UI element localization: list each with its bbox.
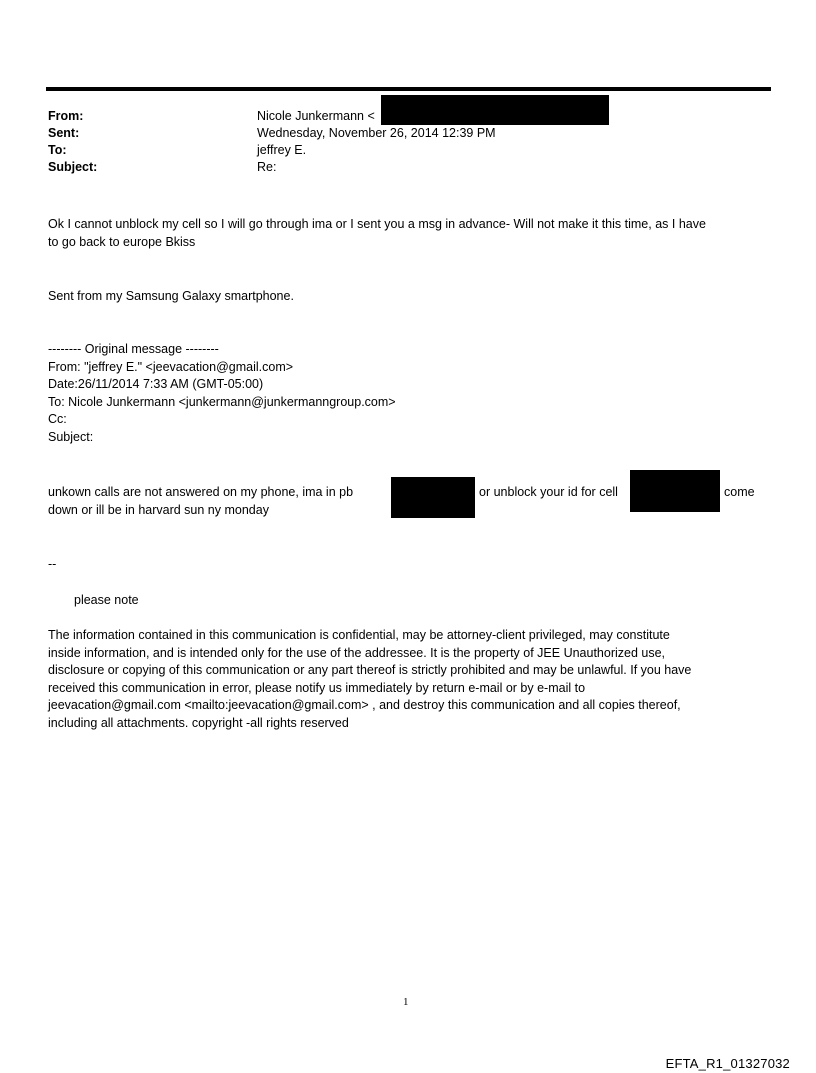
original-message-header (48, 341, 768, 446)
to-value: jeffrey E. (257, 143, 307, 157)
redaction-box (381, 95, 609, 125)
disclaimer-line: disclosure or copying of this communication or any part thereof is strictly prohibited and may be unlawful. If you have (48, 663, 692, 677)
from-value: Nicole Junkermann < (257, 109, 375, 123)
subject-label: Subject: (48, 160, 98, 174)
signature-dashes: -- (48, 557, 57, 571)
original-to: To: Nicole Junkermann <junkermann@junkermanngroup.com> (48, 394, 396, 409)
please-note: please note (74, 593, 139, 607)
sent-value: Wednesday, November 26, 2014 12:39 PM (257, 126, 496, 140)
header-rule (46, 87, 771, 91)
subject-value: Re: (257, 160, 277, 174)
disclaimer-line: The information contained in this communication is confidential, may be attorney-client privileged, may constitute (48, 628, 670, 642)
disclaimer-line: inside information, and is intended only for the use of the addressee. It is the property of JEE Unauthorized use, (48, 645, 666, 660)
page-number: 1 (403, 996, 409, 1008)
original-separator: -------- Original message -------- (48, 342, 219, 356)
redaction-box (391, 477, 475, 518)
reply-line: Ok I cannot unblock my cell so I will go through ima or I sent you a msg in advance- Will not make it this time, as I have (48, 217, 706, 231)
disclaimer-line: received this communication in error, please notify us immediately by return e-mail or by e-mail to (48, 680, 586, 695)
disclaimer-line: jeevacation@gmail.com <mailto:jeevacation@gmail.com> , and destroy this communication and all copies thereof, (48, 698, 681, 712)
mobile-signature: Sent from my Samsung Galaxy smartphone. (48, 289, 294, 303)
redaction-box (630, 470, 720, 512)
original-cc: Cc: (48, 412, 67, 426)
original-date: Date:26/11/2014 7:33 AM (GMT-05:00) (48, 377, 264, 391)
to-label: To: (48, 143, 67, 157)
message-text-part2: or unblock your id for cell (479, 485, 618, 499)
original-from: From: "jeffrey E." <jeevacation@gmail.com> (48, 359, 294, 374)
message-text-line2: down or ill be in harvard sun ny monday (48, 503, 269, 517)
reply-line: to go back to europe Bkiss (48, 234, 196, 249)
confidentiality-disclaimer (48, 627, 768, 732)
document-id: EFTA_R1_01327032 (665, 1056, 790, 1071)
reply-body (48, 216, 768, 251)
original-subject: Subject: (48, 429, 94, 444)
message-text-part3: come (724, 485, 755, 499)
disclaimer-line: including all attachments. copyright -all rights reserved (48, 715, 349, 730)
sent-label: Sent: (48, 126, 80, 140)
from-label: From: (48, 109, 84, 123)
message-text-part1: unkown calls are not answered on my phone, ima in pb (48, 485, 354, 499)
